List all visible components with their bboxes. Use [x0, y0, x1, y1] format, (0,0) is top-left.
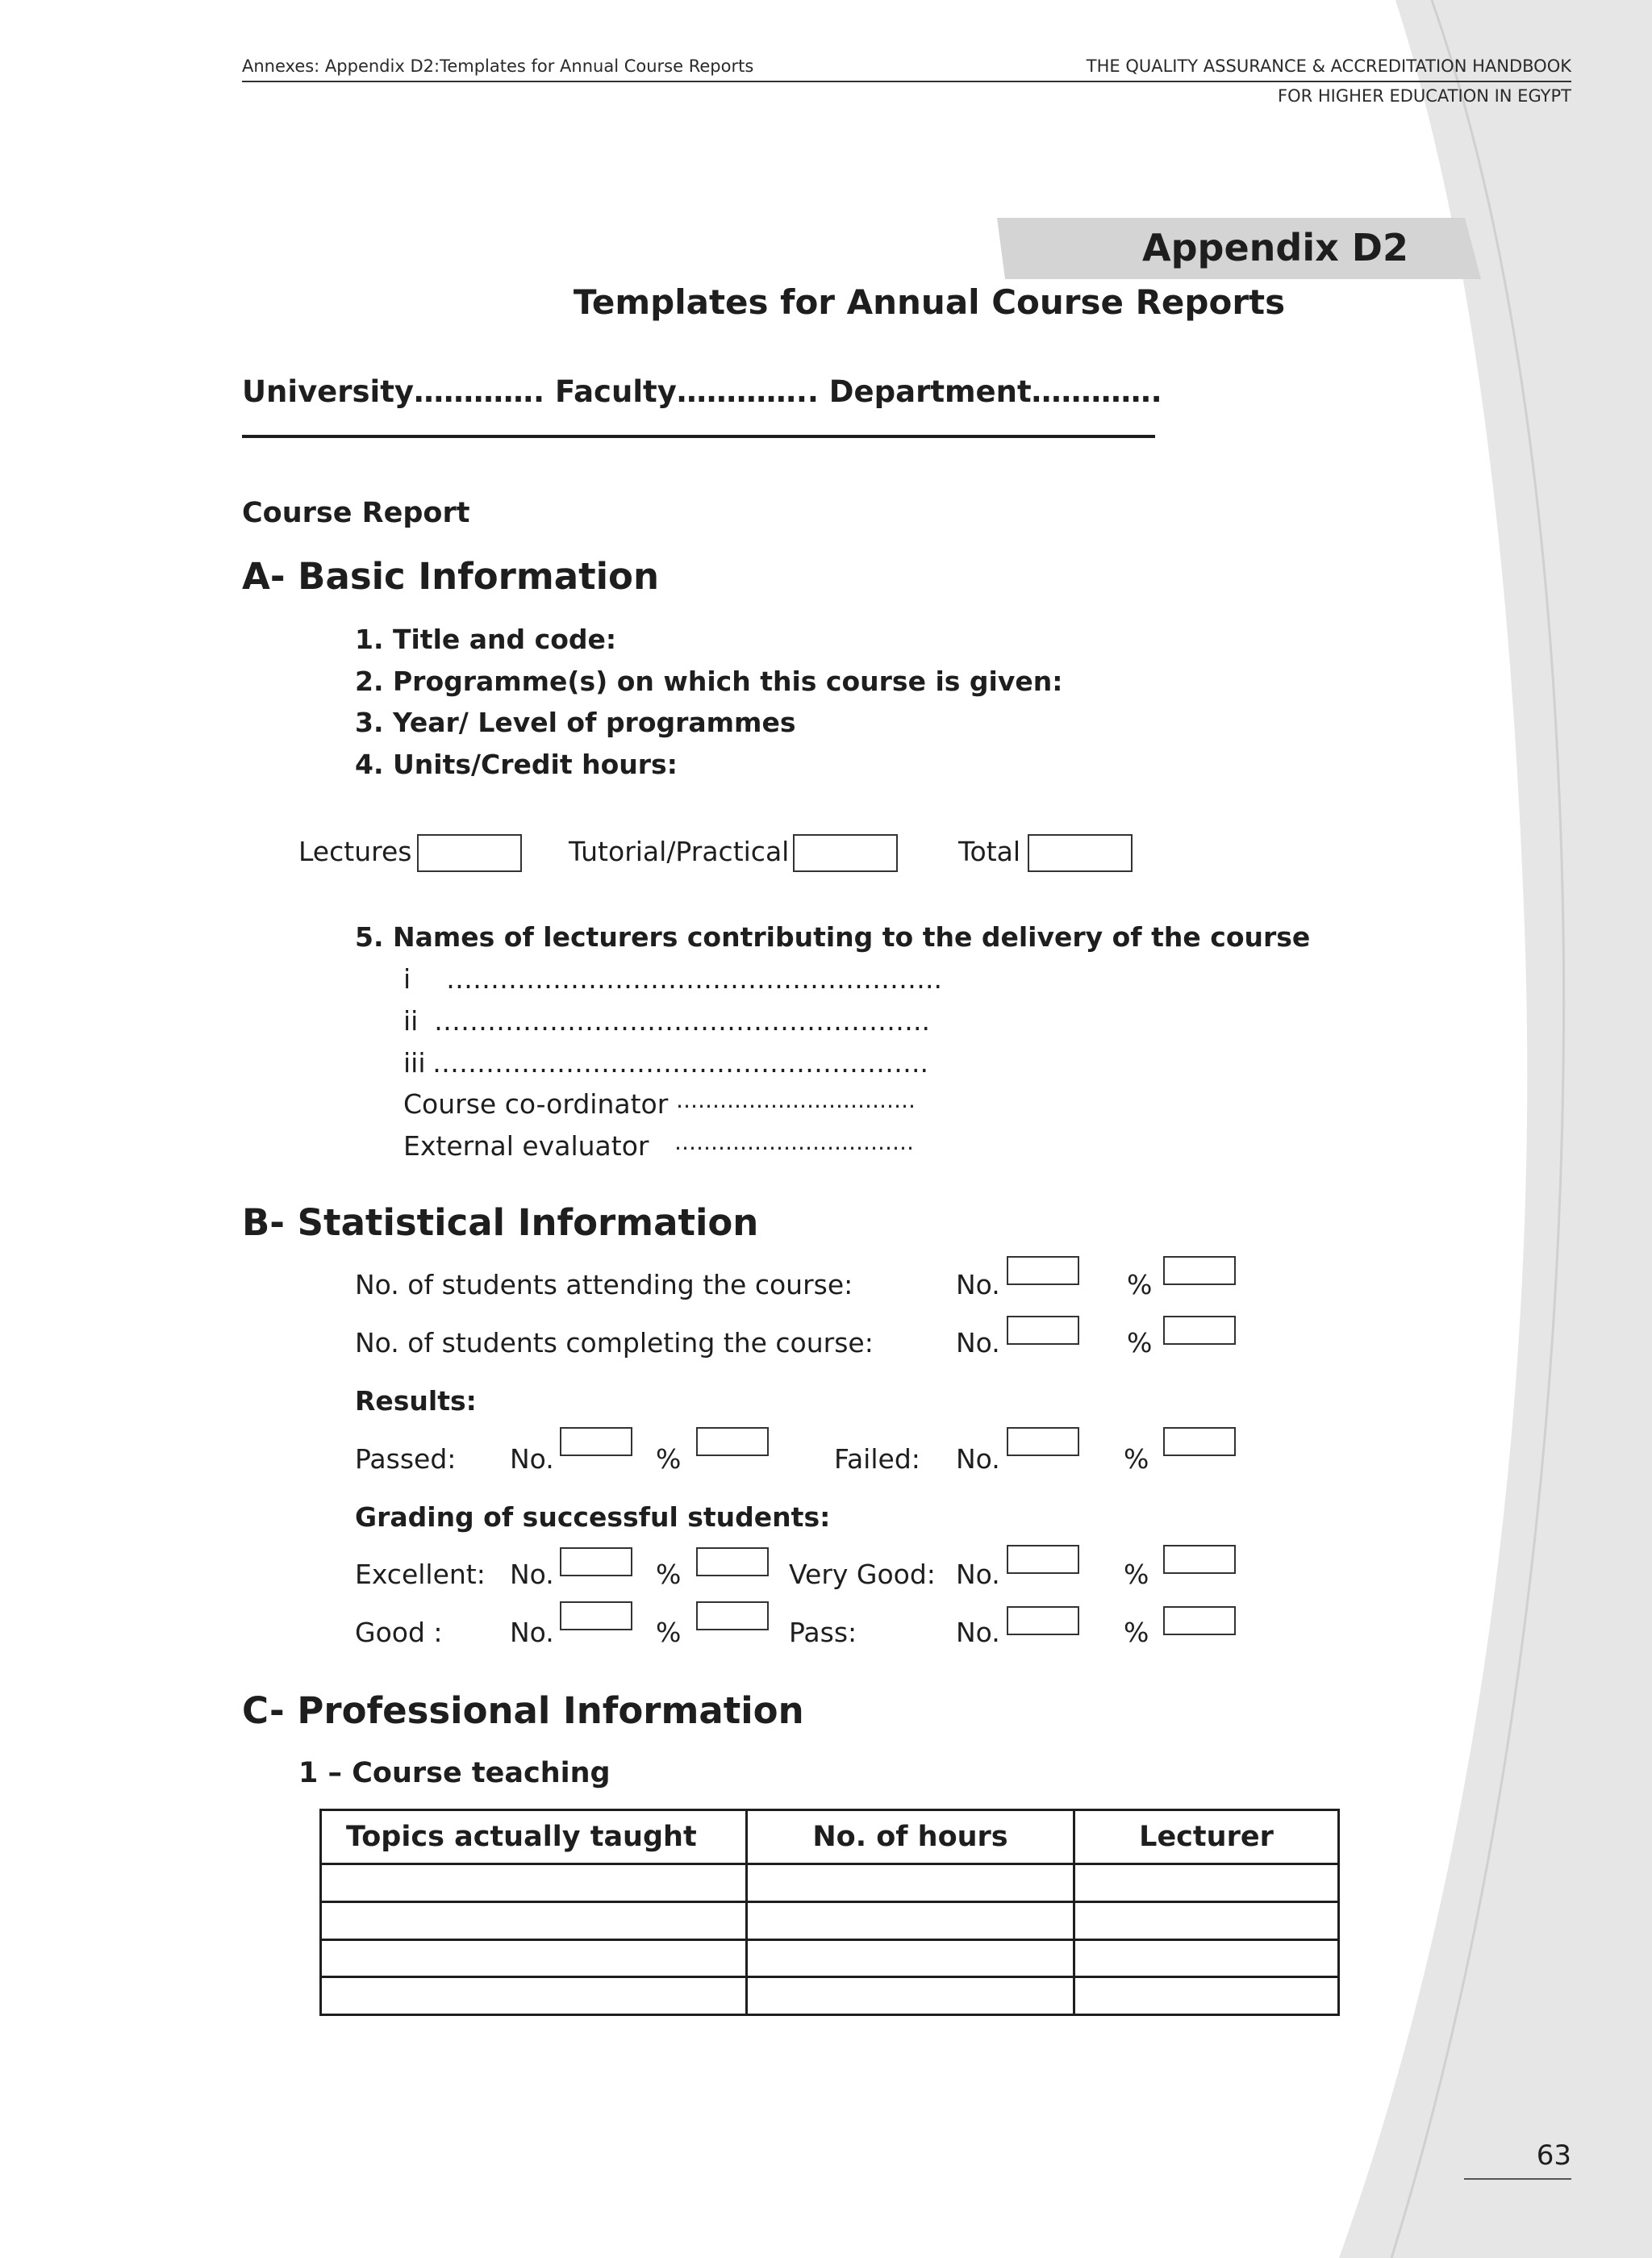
table-cell[interactable] [321, 1939, 747, 1977]
appendix-label: Appendix D2 [1142, 226, 1408, 269]
passed-pct-label: % [656, 1443, 682, 1475]
column-header-topics: Topics actually taught [321, 1810, 747, 1864]
excellent-label: Excellent: [355, 1559, 486, 1590]
attending-no-label: No. [956, 1269, 1000, 1300]
course-coordinator-dots: …………………………… [676, 1088, 916, 1113]
pass-no-label: No. [956, 1617, 1000, 1648]
table-cell[interactable] [747, 1902, 1074, 1940]
completing-pct-label: % [1127, 1327, 1153, 1359]
running-header-right-line2: FOR HIGHER EDUCATION IN EGYPT [1278, 86, 1571, 106]
good-no-label: No. [510, 1617, 554, 1648]
tutorial-input-box[interactable] [793, 834, 898, 872]
section-a-heading: A- Basic Information [242, 555, 659, 598]
header-rule [242, 81, 1571, 82]
excellent-no-box[interactable] [560, 1547, 632, 1576]
course-teaching-subheading: 1 – Course teaching [298, 1757, 611, 1789]
lecturer-iii-label: iii [403, 1047, 426, 1079]
table-cell[interactable] [747, 1977, 1074, 2015]
pass-no-box[interactable] [1007, 1606, 1079, 1635]
grading-heading: Grading of successful students: [355, 1501, 831, 1533]
running-header-right-line1: THE QUALITY ASSURANCE & ACCREDITATION HANDBOOK [1086, 56, 1571, 76]
completing-no-box[interactable] [1007, 1316, 1079, 1345]
lecturer-ii-label: ii [403, 1005, 419, 1037]
column-header-hours: No. of hours [747, 1810, 1074, 1864]
attending-pct-label: % [1127, 1269, 1153, 1300]
passed-no-box[interactable] [560, 1427, 632, 1456]
lecturers-heading: 5. Names of lecturers contributing to the delivery of the course [355, 921, 1311, 953]
lecturer-i-label: i [403, 963, 411, 995]
failed-no-box[interactable] [1007, 1427, 1079, 1456]
lecturer-ii-dots: ……………………………………………….. [434, 1005, 930, 1037]
page-number: 63 [1536, 2139, 1571, 2172]
pass-label: Pass: [789, 1617, 857, 1648]
good-pct-label: % [656, 1617, 682, 1648]
passed-no-label: No. [510, 1443, 554, 1475]
excellent-pct-box[interactable] [696, 1547, 769, 1576]
item-year-level: 3. Year/ Level of programmes [355, 707, 796, 738]
table-row [321, 1902, 1339, 1940]
failed-label: Failed: [834, 1443, 920, 1475]
very-good-pct-box[interactable] [1163, 1545, 1236, 1574]
course-teaching-table [319, 1809, 1340, 2016]
table-cell[interactable] [321, 1977, 747, 2015]
total-label: Total [958, 836, 1021, 867]
section-c-heading: C- Professional Information [242, 1689, 804, 1732]
table-cell[interactable] [1074, 1939, 1339, 1977]
students-attending-label: No. of students attending the course: [355, 1269, 853, 1300]
very-good-pct-label: % [1124, 1559, 1149, 1590]
excellent-pct-label: % [656, 1559, 682, 1590]
lecturer-iii-dots: ……………………………………………….. [432, 1047, 928, 1079]
course-coordinator-label: Course co-ordinator [403, 1088, 669, 1120]
table-row [321, 1977, 1339, 2015]
very-good-label: Very Good: [789, 1559, 936, 1590]
passed-pct-box[interactable] [696, 1427, 769, 1456]
column-header-lecturer: Lecturer [1074, 1810, 1339, 1864]
table-cell[interactable] [321, 1864, 747, 1902]
attending-pct-box[interactable] [1163, 1256, 1236, 1285]
table-cell[interactable] [747, 1939, 1074, 1977]
running-header-left: Annexes: Appendix D2:Templates for Annual Course Reports [242, 56, 754, 76]
page-number-rule [1464, 2178, 1571, 2180]
item-programmes: 2. Programme(s) on which this course is given: [355, 666, 1063, 697]
table-header-row [321, 1810, 1339, 1864]
completing-pct-box[interactable] [1163, 1316, 1236, 1345]
table-cell[interactable] [747, 1864, 1074, 1902]
very-good-no-label: No. [956, 1559, 1000, 1590]
pass-pct-box[interactable] [1163, 1606, 1236, 1635]
table-cell[interactable] [1074, 1977, 1339, 2015]
good-no-box[interactable] [560, 1601, 632, 1630]
item-title-code: 1. Title and code: [355, 624, 617, 655]
students-completing-label: No. of students completing the course: [355, 1327, 874, 1359]
lectures-input-box[interactable] [417, 834, 522, 872]
failed-pct-box[interactable] [1163, 1427, 1236, 1456]
table-cell[interactable] [1074, 1864, 1339, 1902]
university-faculty-department-line: University…………. Faculty………….. Department…………. [242, 374, 1162, 409]
passed-label: Passed: [355, 1443, 457, 1475]
section-b-heading: B- Statistical Information [242, 1201, 759, 1244]
failed-pct-label: % [1124, 1443, 1149, 1475]
document-title: Templates for Annual Course Reports [573, 282, 1286, 322]
table-row [321, 1939, 1339, 1977]
item-units-credit: 4. Units/Credit hours: [355, 749, 678, 780]
external-evaluator-dots: …………………………… [674, 1130, 914, 1155]
course-report-label: Course Report [242, 497, 470, 529]
pass-pct-label: % [1124, 1617, 1149, 1648]
table-cell[interactable] [1074, 1902, 1339, 1940]
table-cell[interactable] [321, 1902, 747, 1940]
good-pct-box[interactable] [696, 1601, 769, 1630]
excellent-no-label: No. [510, 1559, 554, 1590]
lecturer-i-dots: ……………………………………………….. [446, 963, 942, 995]
results-heading: Results: [355, 1385, 477, 1417]
table-row [321, 1864, 1339, 1902]
university-rule [242, 435, 1155, 438]
tutorial-practical-label: Tutorial/Practical [569, 836, 790, 867]
failed-no-label: No. [956, 1443, 1000, 1475]
very-good-no-box[interactable] [1007, 1545, 1079, 1574]
lectures-label: Lectures [298, 836, 412, 867]
attending-no-box[interactable] [1007, 1256, 1079, 1285]
completing-no-label: No. [956, 1327, 1000, 1359]
total-input-box[interactable] [1028, 834, 1133, 872]
good-label: Good : [355, 1617, 443, 1648]
external-evaluator-label: External evaluator [403, 1130, 649, 1162]
